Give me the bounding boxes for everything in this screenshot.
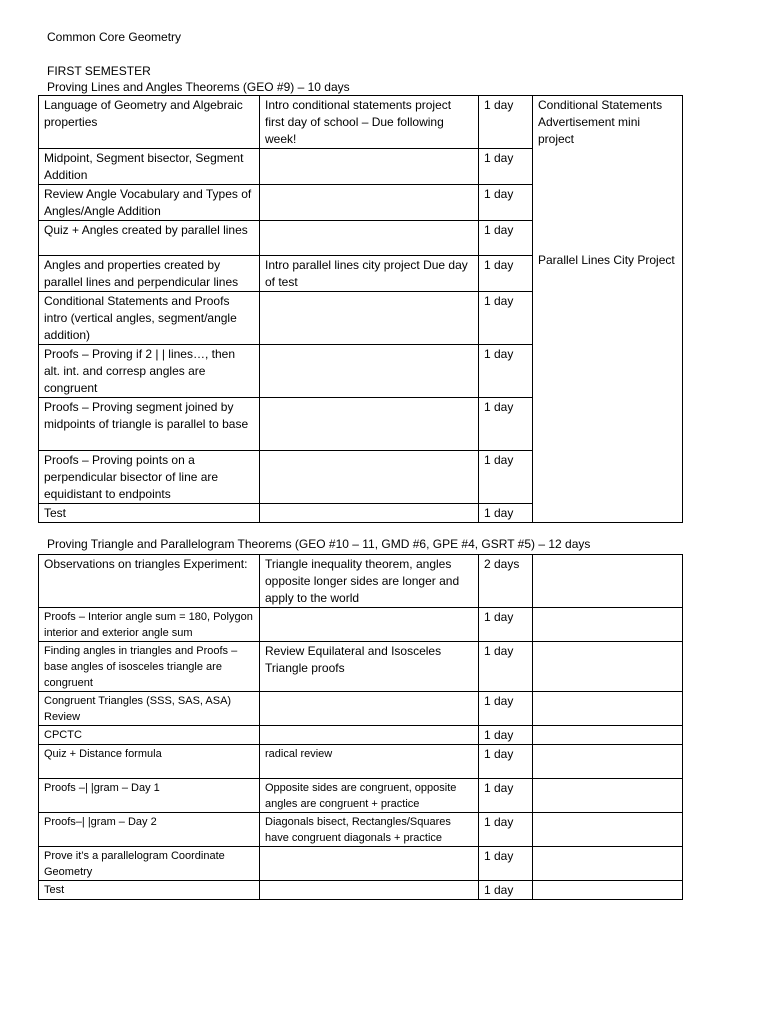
note-cell bbox=[260, 608, 479, 642]
days-cell: 1 day bbox=[479, 745, 533, 779]
topic-cell: Proofs – Proving if 2 | | lines…, then alt. int. and corresp angles are congruent bbox=[39, 345, 260, 398]
topic-cell: Midpoint, Segment bisector, Segment Addition bbox=[39, 149, 260, 185]
topic-cell: Proofs –| |gram – Day 1 bbox=[39, 779, 260, 813]
topic-cell: Finding angles in triangles and Proofs – base angles of isosceles triangle are congruent bbox=[39, 642, 260, 692]
table-row bbox=[39, 555, 683, 608]
topic-cell: Observations on triangles Experiment: bbox=[39, 555, 260, 608]
days-cell: 1 day bbox=[479, 398, 533, 451]
note-cell: radical review bbox=[260, 745, 479, 779]
note-cell: Intro parallel lines city project Due day of test bbox=[260, 256, 479, 292]
days-cell: 1 day bbox=[479, 642, 533, 692]
extra-cell bbox=[533, 692, 683, 726]
note-cell bbox=[260, 726, 479, 745]
note-cell bbox=[260, 292, 479, 345]
days-cell: 1 day bbox=[479, 813, 533, 847]
semester-heading: FIRST SEMESTER bbox=[47, 64, 151, 78]
topic-cell: Proofs – Interior angle sum = 180, Polygon interior and exterior angle sum bbox=[39, 608, 260, 642]
days-cell: 1 day bbox=[479, 96, 533, 149]
days-cell: 1 day bbox=[479, 608, 533, 642]
days-cell: 1 day bbox=[479, 451, 533, 504]
topic-cell: Test bbox=[39, 504, 260, 523]
days-cell: 1 day bbox=[479, 292, 533, 345]
note-cell bbox=[260, 398, 479, 451]
extra-cell bbox=[533, 813, 683, 847]
topic-cell: Congruent Triangles (SSS, SAS, ASA) Review bbox=[39, 692, 260, 726]
days-cell: 1 day bbox=[479, 185, 533, 221]
note-cell: Triangle inequality theorem, angles opposite longer sides are longer and apply to the world bbox=[260, 555, 479, 608]
table-row bbox=[39, 692, 683, 726]
unit1-heading: Proving Lines and Angles Theorems (GEO #9) – 10 days bbox=[47, 80, 350, 94]
days-cell: 1 day bbox=[479, 504, 533, 523]
days-cell: 1 day bbox=[479, 221, 533, 256]
unit1-table bbox=[38, 95, 683, 523]
table-row bbox=[39, 726, 683, 745]
topic-cell: Angles and properties created by parallel lines and perpendicular lines bbox=[39, 256, 260, 292]
table-row bbox=[39, 745, 683, 779]
days-cell: 1 day bbox=[479, 345, 533, 398]
note-cell: Review Equilateral and Isosceles Triangle proofs bbox=[260, 642, 479, 692]
extra-cell bbox=[533, 779, 683, 813]
extra-cell bbox=[533, 642, 683, 692]
course-title: Common Core Geometry bbox=[47, 30, 182, 44]
table-row bbox=[39, 642, 683, 692]
table-row bbox=[39, 881, 683, 900]
days-cell: 1 day bbox=[479, 692, 533, 726]
side-projects-cell bbox=[533, 96, 683, 523]
extra-cell bbox=[533, 745, 683, 779]
note-cell bbox=[260, 692, 479, 726]
note-cell bbox=[260, 185, 479, 221]
note-cell bbox=[260, 504, 479, 523]
table-row bbox=[39, 96, 683, 149]
days-cell: 1 day bbox=[479, 779, 533, 813]
unit2-heading: Proving Triangle and Parallelogram Theorems (GEO #10 – 11, GMD #6, GPE #4, GSRT #5) – 12 days bbox=[47, 537, 591, 551]
extra-cell bbox=[533, 881, 683, 900]
note-cell: Diagonals bisect, Rectangles/Squares have congruent diagonals + practice bbox=[260, 813, 479, 847]
topic-cell: Conditional Statements and Proofs intro (vertical angles, segment/angle addition) bbox=[39, 292, 260, 345]
side-project-parallel-lines: Parallel Lines City Project bbox=[538, 253, 675, 267]
days-cell: 1 day bbox=[479, 256, 533, 292]
topic-cell: Quiz + Angles created by parallel lines bbox=[39, 221, 260, 256]
extra-cell bbox=[533, 847, 683, 881]
extra-cell bbox=[533, 555, 683, 608]
note-cell bbox=[260, 451, 479, 504]
topic-cell: Prove it’s a parallelogram Coordinate Geometry bbox=[39, 847, 260, 881]
table-row bbox=[39, 608, 683, 642]
days-cell: 1 day bbox=[479, 149, 533, 185]
days-cell: 1 day bbox=[479, 847, 533, 881]
topic-cell: Language of Geometry and Algebraic properties bbox=[39, 96, 260, 149]
days-cell: 2 days bbox=[479, 555, 533, 608]
topic-cell: Proofs–| |gram – Day 2 bbox=[39, 813, 260, 847]
unit2-table bbox=[38, 554, 683, 900]
days-cell: 1 day bbox=[479, 881, 533, 900]
side-project-conditional: Conditional Statements Advertisement mini project bbox=[538, 98, 663, 146]
table-row bbox=[39, 813, 683, 847]
table-row bbox=[39, 847, 683, 881]
topic-cell: Proofs – Proving points on a perpendicular bisector of line are equidistant to endpoints bbox=[39, 451, 260, 504]
days-cell: 1 day bbox=[479, 726, 533, 745]
table-row bbox=[39, 779, 683, 813]
topic-cell: Quiz + Distance formula bbox=[39, 745, 260, 779]
topic-cell: Proofs – Proving segment joined by midpoints of triangle is parallel to base bbox=[39, 398, 260, 451]
topic-cell: Review Angle Vocabulary and Types of Angles/Angle Addition bbox=[39, 185, 260, 221]
note-cell bbox=[260, 345, 479, 398]
extra-cell bbox=[533, 726, 683, 745]
note-cell: Opposite sides are congruent, opposite angles are congruent + practice bbox=[260, 779, 479, 813]
note-cell bbox=[260, 149, 479, 185]
note-cell: Intro conditional statements project first day of school – Due following week! bbox=[260, 96, 479, 149]
note-cell bbox=[260, 221, 479, 256]
note-cell bbox=[260, 881, 479, 900]
note-cell bbox=[260, 847, 479, 881]
topic-cell: CPCTC bbox=[39, 726, 260, 745]
topic-cell: Test bbox=[39, 881, 260, 900]
extra-cell bbox=[533, 608, 683, 642]
